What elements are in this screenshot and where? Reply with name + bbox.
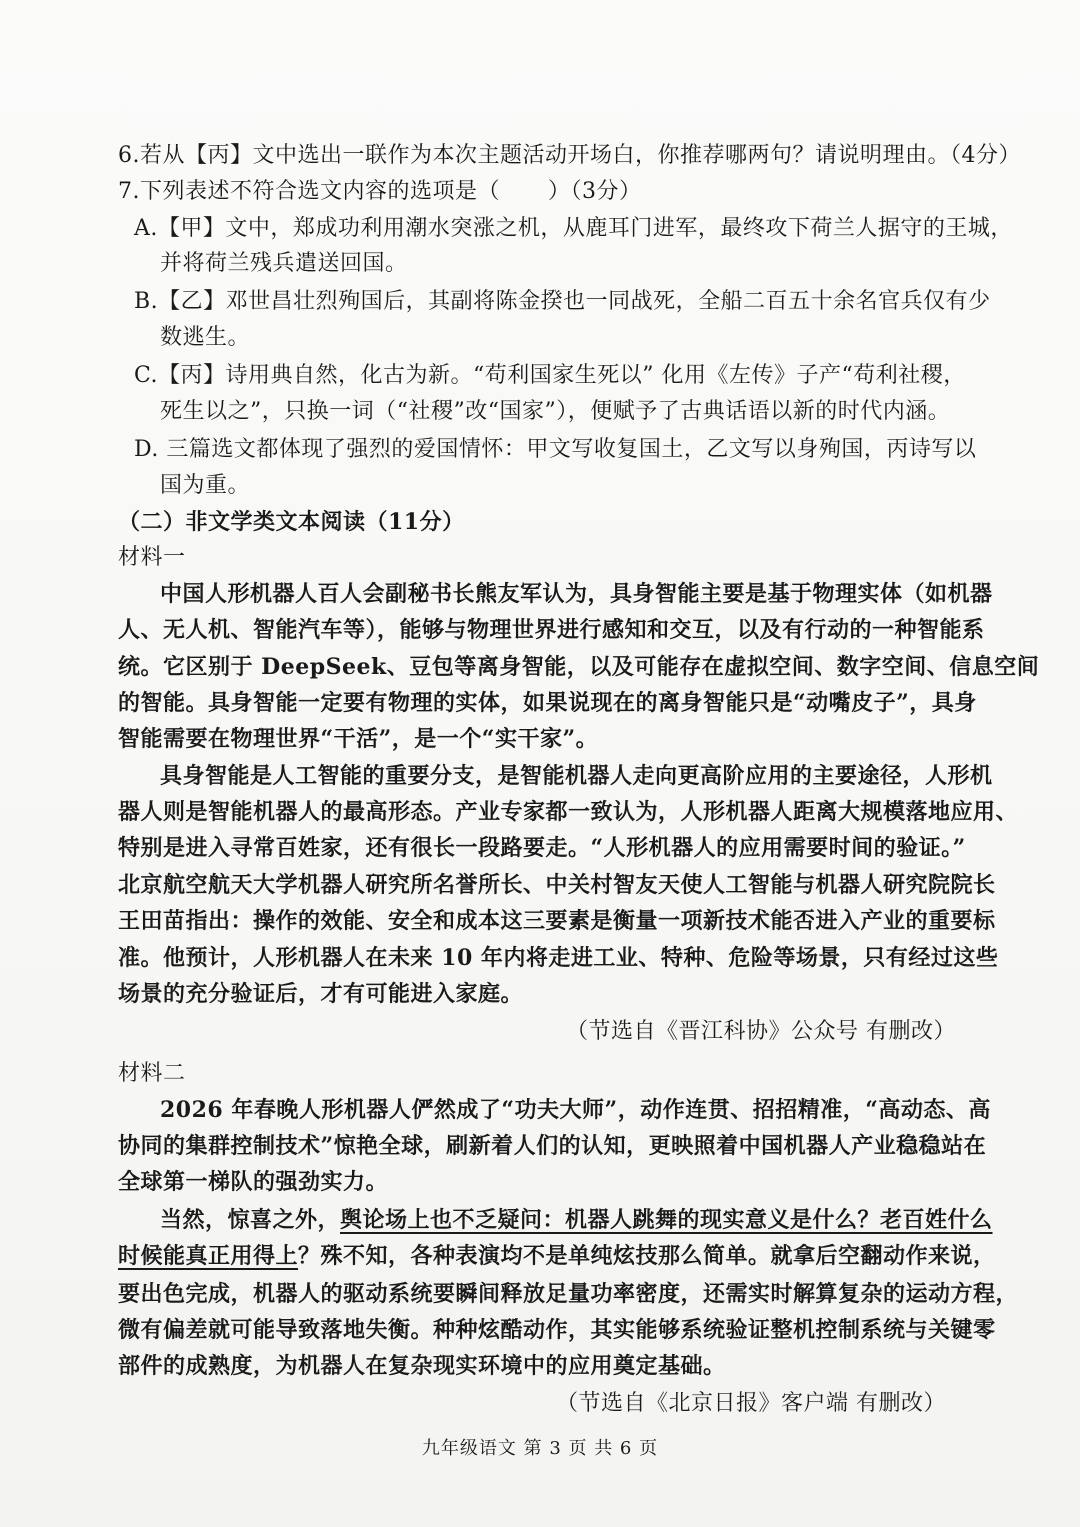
material-1-p2-line-2: 器人则是智能机器人的最高形态。产业专家都一致认为，人形机器人距离大规模落地应用、 — [118, 799, 1019, 825]
material-2-p2-line-4: 微有偏差就可能导致落地失衡。种种炫酷动作，其实能够系统验证整机控制系统与关键零 — [118, 1317, 996, 1343]
material-1-p1-line-1: 中国人形机器人百人会副秘书长熊友军认为，具身智能主要是基于物理实体（如机器 — [160, 581, 993, 607]
question-7-prefix: 7.下列表述不符合选文内容的选项是（ — [118, 179, 500, 204]
material-1-p1-line-5: 智能需要在物理世界“干活”，是一个“实干家”。 — [118, 726, 599, 752]
question-7 — [118, 176, 642, 208]
option-d-line-2: 国为重。 — [160, 473, 251, 498]
material-1-label: 材料一 — [118, 545, 186, 570]
material-1-source: （节选自《晋江科协》公众号 有删改） — [566, 1019, 956, 1044]
question-6: 6.若从【丙】文中选出一联作为本次主题活动开场白，你推荐哪两句？请说明理由。（4分） — [118, 143, 1021, 168]
option-c-line-2: 死生以之”，只换一词（“社稷”改“国家”），便赋予了古典话语以新的时代内涵。 — [160, 399, 951, 424]
material-1-p2-line-3: 特别是进入寻常百姓家，还有很长一段路要走。“人形机器人的应用需要时间的验证。” — [118, 835, 966, 861]
underlined-passage-part-2: 时候能真正用得上 — [118, 1243, 299, 1269]
material-2-p2-line-2-plain: ？殊不知，各种表演均不是单纯炫技那么简单。就拿后空翻动作来说， — [298, 1243, 996, 1269]
material-2-p2-line-1 — [160, 1204, 993, 1236]
material-2-source: （节选自《北京日报》客户端 有删改） — [556, 1391, 946, 1416]
material-2-p1-line-2: 协同的集群控制技术”惊艳全球，刷新着人们的认知，更映照着中国机器人产业稳稳站在 — [118, 1133, 987, 1159]
page-footer: 九年级语文 第 3 页 共 6 页 — [421, 1438, 659, 1459]
material-2-p2-line-2 — [118, 1240, 996, 1272]
material-2-p2-line-3: 要出色完成，机器人的驱动系统要瞬间释放足量功率密度，还需实时解算复杂的运动方程， — [118, 1281, 1019, 1307]
material-1-p2-line-6: 准。他预计，人形机器人在未来 10 年内将走进工业、特种、危险等场景，只有经过这些 — [118, 945, 999, 971]
material-1-p1-line-4: 的智能。具身智能一定要有物理的实体，如果说现在的离身智能只是“动嘴皮子”，具身 — [118, 690, 977, 716]
material-2-p2-line-1-plain: 当然，惊喜之外， — [160, 1207, 341, 1233]
material-2-label: 材料二 — [118, 1061, 186, 1086]
material-1-p2-line-7: 场景的充分验证后，才有可能进入家庭。 — [118, 981, 524, 1007]
option-b-line-1: B.【乙】邓世昌壮烈殉国后，其副将陈金揆也一同战死，全船二百五十余名官兵仅有少 — [134, 289, 991, 314]
option-c-line-1: C.【丙】诗用典自然，化古为新。“苟利国家生死以” 化用《左传》子产“苟利社稷， — [134, 363, 966, 388]
question-7-suffix: ）（3分） — [548, 179, 642, 204]
material-1-p1-line-2: 人、无人机、智能汽车等），能够与物理世界进行感知和交互，以及有行动的一种智能系 — [118, 617, 985, 643]
underlined-passage-part-1: 舆论场上也不乏疑问：机器人跳舞的现实意义是什么？老百姓什么 — [340, 1207, 993, 1233]
option-d-line-1: D. 三篇选文都体现了强烈的爱国情怀：甲文写收复国土，乙文写以身殉国，丙诗写以 — [134, 437, 977, 462]
material-1-p1-line-3: 统。它区别于 DeepSeek、豆包等离身智能，以及可能存在虚拟空间、数字空间、信息空间 — [118, 654, 1040, 680]
option-b-line-2: 数逃生。 — [160, 325, 251, 350]
section-title: （二）非文学类文本阅读（11分） — [118, 509, 465, 535]
material-1-p2-line-1: 具身智能是人工智能的重要分支，是智能机器人走向更高阶应用的主要途径，人形机 — [160, 763, 993, 789]
material-2-p1-line-1: 2026 年春晚人形机器人俨然成了“功夫大师”，动作连贯、招招精准，“高动态、高 — [160, 1097, 991, 1123]
option-a-line-2: 并将荷兰残兵遣送回国。 — [160, 251, 408, 276]
option-a-line-1: A.【甲】文中，郑成功利用潮水突涨之机，从鹿耳门进军，最终攻下荷兰人据守的王城， — [134, 216, 1013, 241]
material-2-p2-line-5: 部件的成熟度，为机器人在复杂现实环境中的应用奠定基础。 — [118, 1353, 726, 1379]
material-2-p1-line-3: 全球第一梯队的强劲实力。 — [118, 1169, 389, 1195]
material-1-p2-line-4: 北京航空航天大学机器人研究所名誉所长、中关村智友天使人工智能与机器人研究院院长 — [118, 872, 996, 898]
material-1-p2-line-5: 王田苗指出：操作的效能、安全和成本这三要素是衡量一项新技术能否进入产业的重要标 — [118, 908, 996, 934]
